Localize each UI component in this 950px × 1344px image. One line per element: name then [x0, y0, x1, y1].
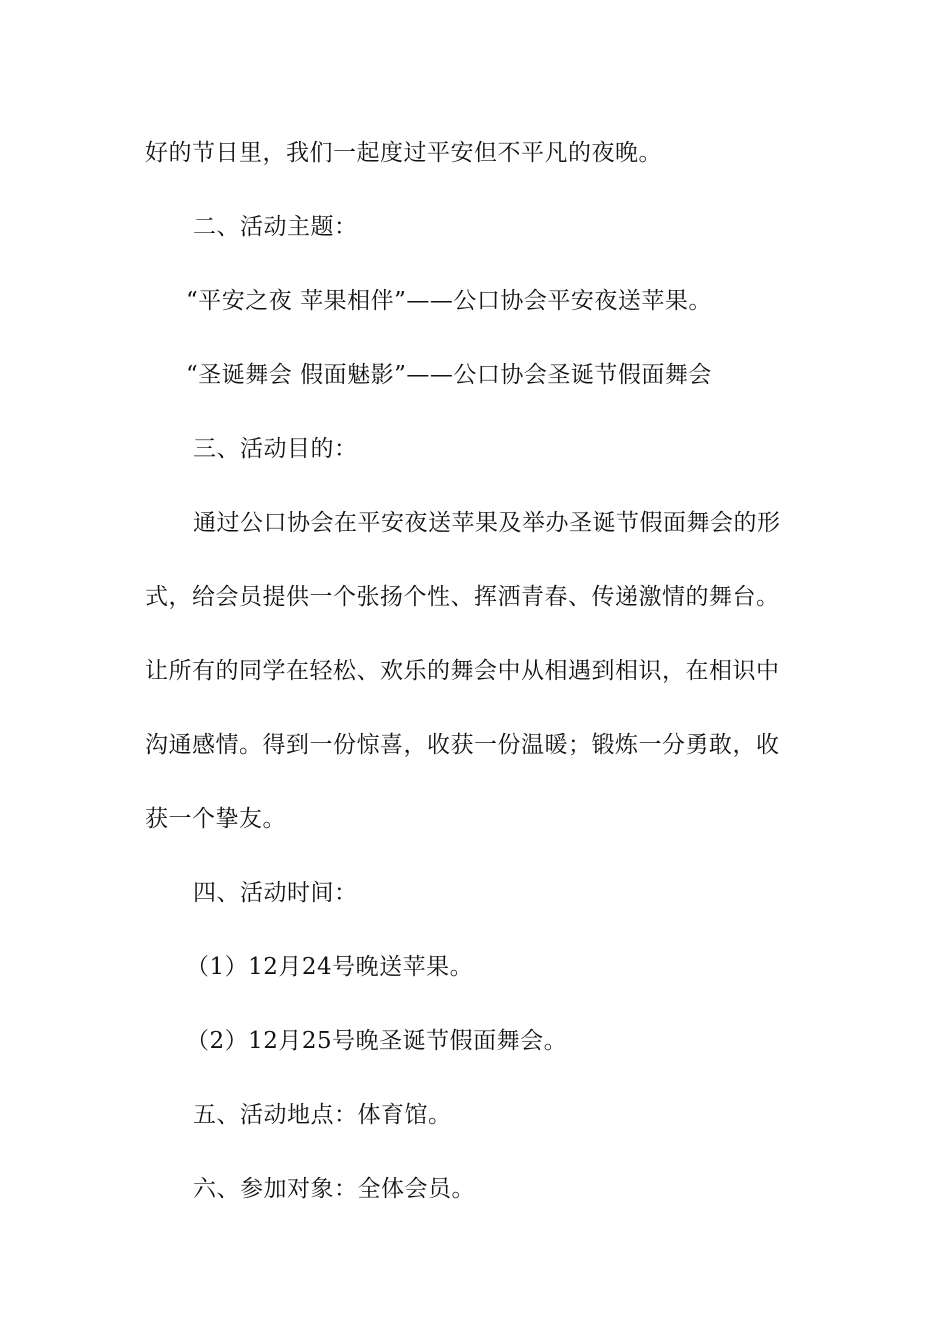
- purpose-line-3: 让所有的同学在轻松、欢乐的舞会中从相遇到相识，在相识中: [145, 658, 780, 684]
- section-heading-location: 五、活动地点：体育馆。: [193, 1102, 452, 1128]
- purpose-line-4: 沟通感情。得到一份惊喜，收获一份温暖；锻炼一分勇敢，收: [145, 732, 780, 758]
- section-heading-participants: 六、参加对象：全体会员。: [193, 1176, 475, 1202]
- section-heading-time: 四、活动时间：: [193, 880, 358, 906]
- theme-item-dance: “圣诞舞会 假面魅影”——公口协会圣诞节假面舞会: [186, 362, 712, 388]
- time-item-2: （2）12月25号晚圣诞节假面舞会。: [186, 1028, 568, 1054]
- time-item-1: （1）12月24号晚送苹果。: [186, 954, 474, 980]
- purpose-line-2: 式，给会员提供一个张扬个性、挥洒青春、传递激情的舞台。: [145, 584, 780, 610]
- paragraph-line-intro-end: 好的节日里，我们一起度过平安但不平凡的夜晚。: [145, 140, 662, 166]
- purpose-line-5: 获一个挚友。: [145, 806, 286, 832]
- section-heading-theme: 二、活动主题：: [193, 214, 358, 240]
- purpose-line-1: 通过公口协会在平安夜送苹果及举办圣诞节假面舞会的形: [193, 510, 781, 536]
- theme-item-apple: “平安之夜 苹果相伴”——公口协会平安夜送苹果。: [186, 288, 712, 314]
- section-heading-purpose: 三、活动目的：: [193, 436, 358, 462]
